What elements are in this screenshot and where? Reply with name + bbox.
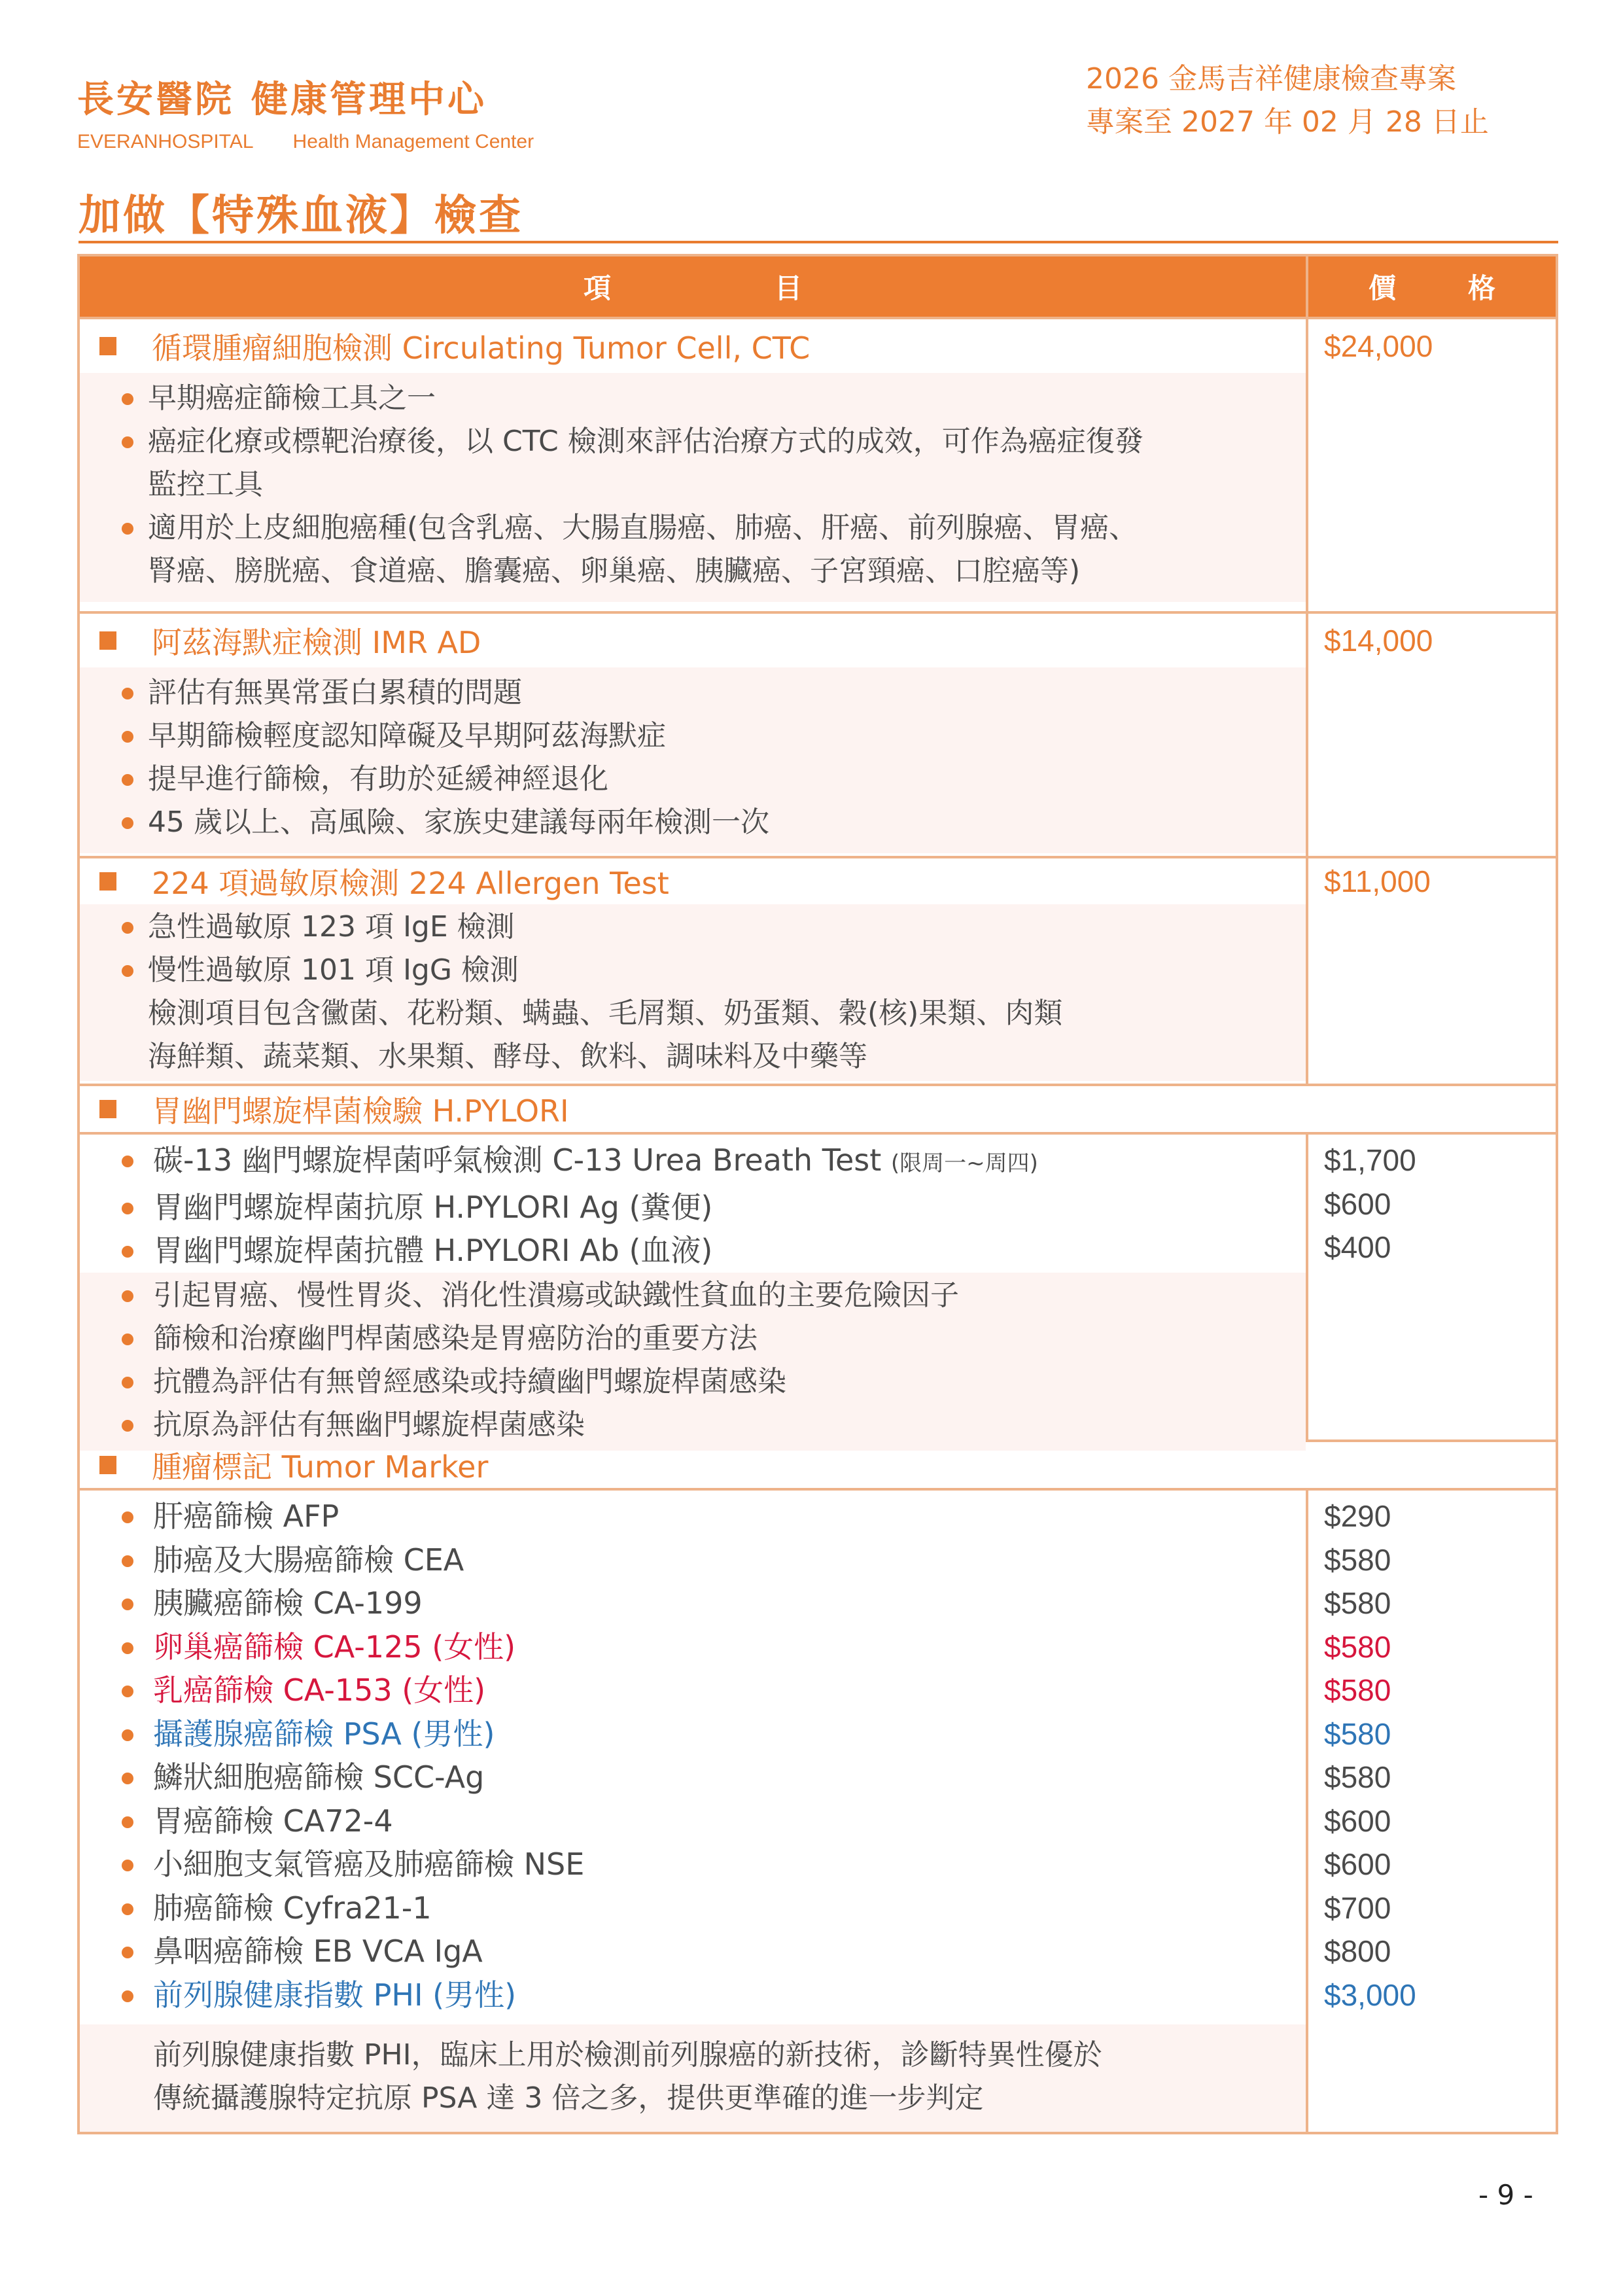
- list-item-text: 慢性過敏原 101 項 IgG 檢測: [148, 953, 519, 987]
- item-name: 鼻咽癌篩檢 EB VCA IgA: [153, 1934, 483, 1969]
- price-item: $290: [1324, 1499, 1391, 1533]
- section-title-text: 循環腫瘤細胞檢測 Circulating Tumor Cell, CTC: [152, 330, 811, 366]
- section-hpylori: [80, 1135, 1556, 1442]
- bullet-dot-icon: [122, 1686, 133, 1697]
- list-item-text: 早期癌症篩檢工具之一: [148, 381, 436, 415]
- center-name-zh: 健康管理中心: [251, 79, 487, 121]
- bullet-dot-icon: [122, 1290, 133, 1302]
- square-bullet-icon: [99, 872, 116, 891]
- section-title: [80, 1442, 1556, 1488]
- price-item: $700: [1324, 1890, 1391, 1925]
- note-line: 前列腺健康指數 PHI，臨床上用於檢測前列腺癌的新技術，診斷特異性優於: [153, 2038, 1102, 2072]
- item-name: 碳-13 幽門螺旋桿菌呼氣檢測 C-13 Urea Breath Test: [153, 1142, 891, 1178]
- bullet-dot-icon: [122, 1947, 133, 1958]
- section-description: [80, 373, 1306, 602]
- bullet-dot-icon: [122, 817, 133, 829]
- col-header-item-b: 目: [775, 272, 803, 304]
- section-title-text: 224 項過敏原檢測 224 Allergen Test: [152, 866, 669, 901]
- list-item: [80, 1274, 1306, 1317]
- list-item-text: 檢測項目包含黴菌、花粉類、螨蟲、毛屑類、奶蛋類、穀(核)果類、肉類: [148, 997, 1063, 1030]
- square-bullet-icon: [99, 337, 116, 355]
- bullet-dot-icon: [122, 1773, 133, 1784]
- list-item: [80, 949, 1306, 992]
- item-name: 胰臟癌篩檢 CA-199: [153, 1585, 423, 1621]
- col-header-item-a: 項: [583, 272, 611, 304]
- list-item-text: 海鮮類、蔬菜類、水果類、酵母、飲料、調味料及中藥等: [148, 1040, 867, 1073]
- campaign-info: [1086, 58, 1489, 144]
- bullet-dot-icon: [122, 1333, 133, 1345]
- square-bullet-icon: [99, 1100, 116, 1118]
- price-table: [77, 254, 1558, 2134]
- price-item: $580: [1324, 1542, 1391, 1577]
- list-item: [80, 715, 1306, 758]
- section-description: [80, 1273, 1306, 1451]
- list-item-text: 45 歲以上、高風險、家族史建議每兩年檢測一次: [148, 805, 769, 839]
- list-item-text: 抗體為評估有無曾經感染或持續幽門螺旋桿菌感染: [153, 1364, 786, 1398]
- page-number: - 9 -: [1478, 2179, 1533, 2211]
- price-item-male: $3,000: [1324, 1977, 1416, 2012]
- price-item-male: $580: [1324, 1716, 1391, 1751]
- price-item-female: $580: [1324, 1629, 1391, 1664]
- list-item-text: 引起胃癌、慢性胃炎、消化性潰瘍或缺鐵性貧血的主要危險因子: [153, 1278, 959, 1312]
- list-item-continuation: [80, 550, 1306, 593]
- list-item-female: [80, 1669, 1306, 1712]
- col-header-price: [1308, 256, 1556, 317]
- price-ctc: $24,000: [1324, 329, 1433, 363]
- list-item: [80, 1229, 1306, 1273]
- section-title: [80, 319, 1306, 373]
- campaign-title: 2026 金馬吉祥健康檢查專案: [1086, 62, 1456, 96]
- section-tumor-header: [80, 1442, 1556, 1491]
- bullet-dot-icon: [122, 774, 133, 786]
- section-title-text: 腫瘤標記 Tumor Marker: [152, 1449, 489, 1485]
- section-title: [80, 1086, 1556, 1132]
- item-name: 肺癌篩檢 Cyfra21-1: [153, 1890, 432, 1926]
- hospital-name-en: [77, 131, 534, 153]
- bullet-dot-icon: [122, 523, 133, 535]
- item-name: 小細胞支氣管癌及肺癌篩檢 NSE: [153, 1846, 585, 1882]
- price-imr: $14,000: [1324, 624, 1433, 658]
- center-en: Health Management Center: [292, 131, 534, 152]
- price-item: $1,700: [1324, 1143, 1416, 1177]
- list-item-text: 評估有無異常蛋白累積的問題: [148, 676, 522, 709]
- item-name: 肺癌及大腸癌篩檢 CEA: [153, 1542, 464, 1578]
- list-item-text: 早期篩檢輕度認知障礙及早期阿茲海默症: [148, 719, 666, 752]
- title-divider: [79, 241, 1558, 243]
- list-item: [80, 1139, 1306, 1186]
- page-title: 加做【特殊血液】檢查: [79, 192, 523, 240]
- list-item: [80, 1886, 1306, 1930]
- bullet-dot-icon: [122, 1156, 133, 1167]
- bullet-dot-icon: [122, 731, 133, 743]
- price-item: $800: [1324, 1934, 1391, 1968]
- square-bullet-icon: [99, 1456, 116, 1474]
- list-item: [80, 1756, 1306, 1799]
- list-item-text: 提早進行篩檢，有助於延緩神經退化: [148, 762, 608, 796]
- list-item-male: [80, 1712, 1306, 1756]
- list-item-text: 抗原為評估有無幽門螺旋桿菌感染: [153, 1407, 585, 1441]
- list-item-continuation: [80, 1035, 1306, 1078]
- bullet-dot-icon: [122, 1246, 133, 1258]
- bullet-dot-icon: [122, 688, 133, 699]
- item-name: 鱗狀細胞癌篩檢 SCC-Ag: [153, 1759, 485, 1795]
- col-header-price-b: 格: [1468, 272, 1496, 304]
- section-title-text: 胃幽門螺旋桿菌檢驗 H.PYLORI: [152, 1093, 569, 1129]
- hospital-name: [77, 77, 534, 123]
- price-item-female: $580: [1324, 1673, 1391, 1707]
- note-line: 傳統攝護腺特定抗原 PSA 達 3 倍之多，提供更準確的進一步判定: [153, 2081, 984, 2115]
- section-allergen: [80, 858, 1556, 1086]
- bullet-dot-icon: [122, 1598, 133, 1610]
- bullet-dot-icon: [122, 1377, 133, 1388]
- list-item: [80, 1799, 1306, 1843]
- list-item-female: [80, 1625, 1306, 1669]
- bullet-dot-icon: [122, 393, 133, 405]
- list-item-continuation: [80, 463, 1306, 506]
- bullet-dot-icon: [122, 1860, 133, 1871]
- list-item-text: 癌症化療或標靶治療後，以 CTC 檢測來評估治療方式的成效，可作為癌症復發: [148, 425, 1143, 458]
- list-item-continuation: [80, 992, 1306, 1035]
- list-item: [80, 1538, 1306, 1582]
- list-item: [80, 1930, 1306, 1973]
- bullet-dot-icon: [122, 965, 133, 977]
- price-allergen: $11,000: [1324, 864, 1431, 898]
- col-header-price-a: 價: [1368, 272, 1396, 304]
- item-name: 卵巢癌篩檢 CA-125 (女性): [153, 1629, 516, 1665]
- bullet-dot-icon: [122, 1203, 133, 1214]
- list-item: [80, 1404, 1306, 1447]
- hospital-en: EVERANHOSPITAL: [77, 131, 254, 152]
- item-name: 肝癌篩檢 AFP: [153, 1498, 340, 1534]
- phi-note: [80, 2024, 1306, 2132]
- item-name: 攝護腺癌篩檢 PSA (男性): [153, 1716, 495, 1752]
- section-description: [80, 904, 1306, 1081]
- list-item: [80, 671, 1306, 715]
- list-item-text: 腎癌、膀胱癌、食道癌、膽囊癌、卵巢癌、胰臟癌、子宮頸癌、口腔癌等): [148, 554, 1081, 588]
- section-imr: [80, 614, 1556, 858]
- price-item: $600: [1324, 1186, 1391, 1221]
- price-item: $580: [1324, 1760, 1391, 1794]
- section-title: [80, 614, 1306, 667]
- bullet-dot-icon: [122, 1511, 133, 1523]
- price-item: $400: [1324, 1230, 1391, 1264]
- bullet-dot-icon: [122, 1420, 133, 1432]
- list-item: [80, 758, 1306, 801]
- col-header-item: [80, 256, 1308, 317]
- list-item: [80, 1843, 1306, 1886]
- item-list: [80, 1135, 1306, 1273]
- list-item: [80, 1494, 1306, 1538]
- bullet-dot-icon: [122, 1903, 133, 1915]
- bullet-dot-icon: [122, 1729, 133, 1741]
- table-header: [80, 256, 1556, 319]
- list-item: [80, 1581, 1306, 1625]
- list-item-text: 篩檢和治療幽門桿菌感染是胃癌防治的重要方法: [153, 1321, 758, 1355]
- section-tumor: [80, 1491, 1556, 2132]
- hospital-logo-block: [77, 77, 534, 153]
- list-item-text: 適用於上皮細胞癌種(包含乳癌、大腸直腸癌、肺癌、肝癌、前列腺癌、胃癌、: [148, 511, 1138, 544]
- list-item: [80, 906, 1306, 949]
- list-item: [80, 1186, 1306, 1229]
- bullet-dot-icon: [122, 1555, 133, 1567]
- section-title-text: 阿茲海默症檢測 IMR AD: [152, 625, 481, 660]
- bullet-dot-icon: [122, 1816, 133, 1828]
- price-item: $580: [1324, 1586, 1391, 1620]
- list-item: [80, 1360, 1306, 1404]
- hospital-name-zh: 長安醫院: [77, 79, 234, 121]
- list-item-male: [80, 1973, 1306, 2017]
- list-item: [80, 420, 1306, 463]
- item-name: 前列腺健康指數 PHI (男性): [153, 1977, 517, 2013]
- section-hpylori-header: [80, 1086, 1556, 1135]
- item-name: 胃幽門螺旋桿菌抗體 H.PYLORI Ab (血液): [153, 1233, 713, 1268]
- list-item: [80, 801, 1306, 844]
- item-list: [80, 1491, 1306, 2017]
- campaign-deadline: 專案至 2027 年 02 月 28 日止: [1086, 105, 1489, 139]
- list-item: [80, 377, 1306, 420]
- price-item: $600: [1324, 1803, 1391, 1838]
- bullet-dot-icon: [122, 1642, 133, 1654]
- bullet-dot-icon: [122, 922, 133, 934]
- square-bullet-icon: [99, 631, 116, 650]
- item-name: 胃癌篩檢 CA72-4: [153, 1803, 393, 1839]
- list-item-text: 監控工具: [148, 468, 263, 501]
- item-name: 胃幽門螺旋桿菌抗原 H.PYLORI Ag (糞便): [153, 1189, 713, 1225]
- price-item: $600: [1324, 1847, 1391, 1881]
- item-note: (限周一~周四): [890, 1150, 1038, 1176]
- section-description: [80, 667, 1306, 853]
- bullet-dot-icon: [122, 436, 133, 448]
- list-item: [80, 506, 1306, 550]
- list-item: [80, 1317, 1306, 1360]
- item-name: 乳癌篩檢 CA-153 (女性): [153, 1672, 486, 1708]
- bullet-dot-icon: [122, 1990, 133, 2002]
- section-title: [80, 858, 1306, 904]
- section-ctc: [80, 319, 1556, 614]
- list-item-text: 急性過敏原 123 項 IgE 檢測: [148, 910, 515, 944]
